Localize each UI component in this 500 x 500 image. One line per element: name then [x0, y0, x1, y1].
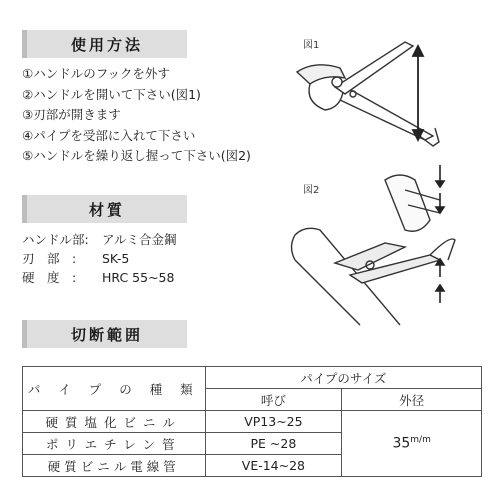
fig1-tool-illustration — [285, 32, 485, 157]
header-pipe-size: パイプのサイズ — [205, 367, 481, 389]
call-cell: VE-14~28 — [205, 455, 342, 477]
material-value: HRC 55~58 — [102, 270, 175, 285]
material-title: 材質 — [88, 201, 125, 219]
step-4: ④パイプを受部に入れて下さい — [22, 127, 196, 143]
usage-title: 使用方法 — [70, 36, 143, 54]
call-cell: PE ~28 — [205, 433, 342, 455]
od-value: 35 — [392, 435, 411, 452]
material-label: ハンドル部: — [22, 232, 89, 247]
header-call: 呼び — [205, 389, 342, 411]
table-header-row — [23, 367, 482, 389]
cutting-title: 切断範囲 — [70, 326, 143, 344]
pipe-type-cell: 硬質塩化ビニル — [23, 411, 206, 433]
usage-section-header — [22, 30, 187, 58]
header-outer-diameter: 外径 — [342, 389, 482, 411]
pipe-type-cell: 硬質ビニル電線管 — [23, 455, 206, 477]
header-pipe-type: パ イ プ の 種 類 — [23, 367, 206, 411]
fig2-tool-on-pipe-illustration — [290, 165, 490, 330]
outer-diameter-cell — [342, 411, 482, 477]
call-cell: VP13~25 — [205, 411, 342, 433]
step-2: ②ハンドルを開いて下さい(図1) — [22, 86, 201, 102]
material-value: アルミ合金鋼 — [102, 232, 177, 247]
usage-steps — [22, 64, 251, 167]
step-5: ⑤ハンドルを繰り返し握って下さい(図2) — [22, 148, 251, 163]
fig2-label: 図2 — [303, 185, 320, 196]
material-section-header — [22, 195, 187, 223]
table-row — [23, 411, 482, 433]
material-value: SK-5 — [102, 251, 130, 266]
cutting-section-header — [22, 320, 187, 348]
step-3: ③刃部が開きます — [22, 107, 121, 122]
material-label: 刃 部 : — [22, 251, 77, 266]
material-label: 硬 度 : — [22, 270, 77, 285]
cutting-range-table — [22, 366, 482, 477]
pipe-type-cell: ポリエチレン管 — [23, 433, 206, 455]
step-1: ①ハンドルのフックを外す — [22, 66, 170, 81]
od-unit: m/m — [410, 435, 431, 446]
fig1-label: 図1 — [303, 40, 320, 51]
